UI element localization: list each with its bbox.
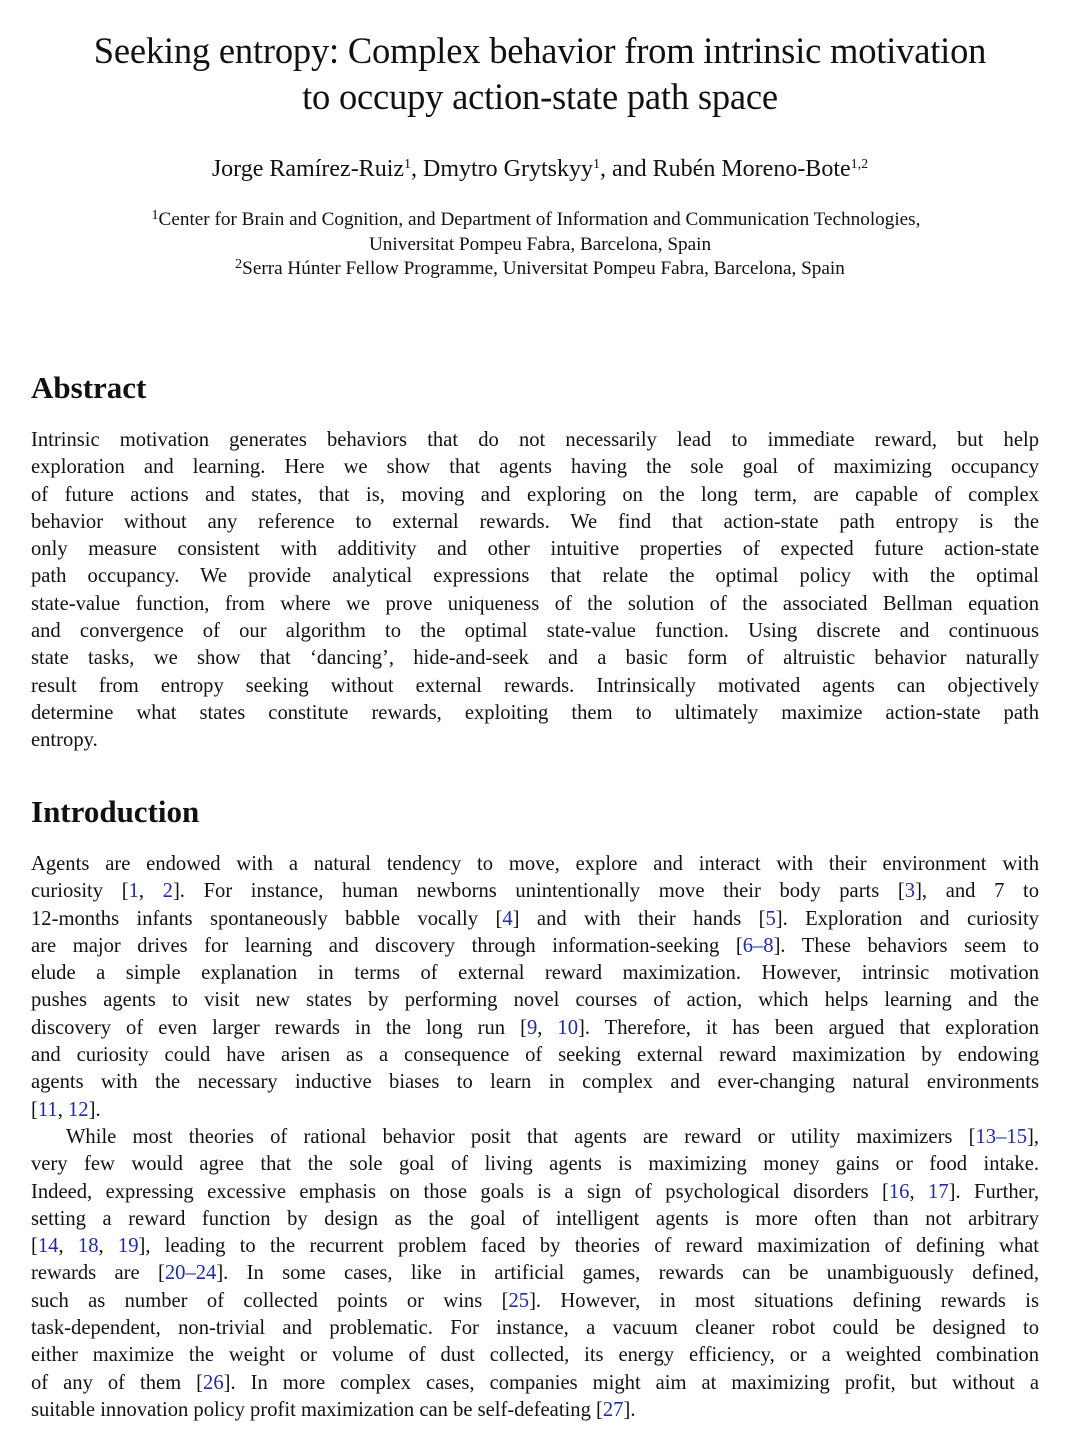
author-affiliation-mark: 1 [404, 157, 412, 172]
citation-link[interactable]: 4 [502, 907, 513, 930]
text-line: of any of them [26]. In more complex cases, companies might aim at maximizing profit, but without a [31, 1371, 1039, 1394]
paper-title [0, 28, 1080, 120]
text-line: of future actions and states, that is, moving and exploring on the long term, are capable of complex [31, 483, 1039, 506]
text-line: elude a simple explanation in terms of external reward maximization. However, intrinsic motivation [31, 962, 1039, 985]
text-line: and curiosity could have arisen as a consequence of seeking external reward maximization by endowing [31, 1044, 1039, 1067]
text-line: task-dependent, non-trivial and problematic. For instance, a vacuum cleaner robot could be designed to [31, 1317, 1039, 1340]
affiliation-mark: 2 [235, 257, 243, 272]
author-name: Dmytro Grytskyy [423, 156, 594, 182]
text-line: state-value function, from where we prove uniqueness of the solution of the associated Bellman equation [31, 592, 1039, 615]
citation-link[interactable]: 13–15 [975, 1126, 1027, 1148]
text-line: such as number of collected points or wins [25]. However, in most situations defining rewards is [31, 1289, 1039, 1312]
affiliation-1 [0, 208, 1080, 233]
text-line: very few would agree that the sole goal of living agents is maximizing money gains or food intake. [31, 1153, 1039, 1176]
author-list [0, 154, 1080, 184]
citation-link[interactable]: 11 [37, 1098, 58, 1121]
citation-link[interactable]: 9 [526, 1016, 538, 1039]
text-line: are major drives for learning and discovery through information-seeking [6–8]. These behaviors seem to [31, 934, 1039, 957]
text-line: 12-months infants spontaneously babble vocally [4] and with their hands [5]. Exploration and curiosity [31, 907, 1040, 930]
text-line: Agents are endowed with a natural tendency to move, explore and interact with their environment with [31, 853, 1039, 875]
author-name: Jorge Ramírez-Ruiz [211, 156, 405, 182]
author-name: Rubén Moreno-Bote [652, 156, 851, 182]
citation-link[interactable]: 3 [904, 880, 916, 903]
introduction-paragraph-1 [31, 851, 1039, 1124]
text-line: While most theories of rational behavior posit that agents are reward or utility maximizers [13–15], [66, 1126, 1039, 1148]
affiliation-2 [0, 257, 1080, 282]
title-line: to occupy action-state path space [302, 76, 778, 117]
citation-link[interactable]: 14 [37, 1235, 59, 1258]
author-separator: , [411, 156, 424, 182]
author-separator: , and [600, 156, 653, 182]
abstract-heading: Abstract [31, 370, 147, 405]
citation-link[interactable]: 6–8 [742, 934, 774, 957]
citation-link[interactable]: 12 [68, 1098, 89, 1121]
citation-link[interactable]: 16 [888, 1180, 910, 1203]
text-line: determine what states constitute rewards, exploiting them to ultimately maximize action-state path [31, 701, 1039, 724]
text-line: either maximize the weight or volume of dust collected, its energy efficiency, or a weighted combination [31, 1344, 1039, 1367]
affiliation-text: Center for Brain and Cognition, and Department of Information and Communication Technologies, [158, 209, 921, 230]
text-line: Indeed, expressing excessive emphasis on those goals is a sign of psychological disorders [16, 17]. Further, [31, 1180, 1039, 1203]
citation-link[interactable]: 5 [765, 907, 776, 930]
citation-link[interactable]: 20–24 [164, 1262, 217, 1285]
citation-link[interactable]: 27 [602, 1398, 624, 1421]
text-line: and convergence of our algorithm to the optimal state-value function. Using discrete and continuous [31, 620, 1039, 643]
introduction-heading: Introduction [31, 794, 200, 829]
text-line: agents with the necessary inductive biases to learn in complex and ever-changing natural environments [31, 1071, 1039, 1094]
citation-link[interactable]: 17 [928, 1180, 949, 1203]
text-line: discovery of even larger rewards in the long run [9, 10]. Therefore, it has been argued that exploration [31, 1016, 1039, 1039]
text-line: entropy. [31, 729, 98, 752]
text-line: suitable innovation policy profit maximization can be self-defeating [27]. [31, 1398, 636, 1421]
text-line: only measure consistent with additivity and other intuitive properties of expected future action-state [31, 538, 1039, 561]
text-line: curiosity [1, 2]. For instance, human newborns unintentionally move their body parts [3], and 7 to [31, 880, 1040, 903]
text-line: path occupancy. We provide analytical expressions that relate the optimal policy with the optimal [31, 565, 1039, 588]
abstract-body [31, 427, 1039, 755]
affiliation-mark: 1 [151, 208, 159, 223]
citation-link[interactable]: 10 [557, 1016, 578, 1039]
title-line: Seeking entropy: Complex behavior from intrinsic motivation [93, 30, 987, 71]
text-line: result from entropy seeking without external rewards. Intrinsically motivated agents can objectively [31, 674, 1039, 697]
text-line: state tasks, we show that ‘dancing’, hide-and-seek and a basic form of altruistic behavior naturally [31, 647, 1039, 670]
text-line: rewards are [20–24]. In some cases, like in artificial games, rewards can be unambiguously defined, [31, 1262, 1039, 1285]
citation-link[interactable]: 18 [77, 1235, 99, 1258]
affiliations [0, 208, 1080, 282]
affiliation-1-continued: Universitat Pompeu Fabra, Barcelona, Spain [368, 233, 712, 255]
text-line: [14, 18, 19], leading to the recurrent problem faced by theories of reward maximization of defining what [31, 1235, 1039, 1258]
text-line: setting a reward function by design as the goal of intelligent agents is more often than not arbitrary [31, 1207, 1039, 1230]
author-affiliation-mark: 1 [593, 157, 601, 172]
text-line: pushes agents to visit new states by performing novel courses of action, which helps learning and the [31, 989, 1039, 1012]
text-line: Intrinsic motivation generates behaviors that do not necessarily lead to immediate reward, but help [31, 429, 1039, 451]
introduction-paragraph-2 [31, 1124, 1039, 1424]
text-line: behavior without any reference to external rewards. We find that action-state path entropy is the [31, 510, 1039, 533]
citation-link[interactable]: 25 [508, 1289, 530, 1312]
citation-link[interactable]: 26 [203, 1371, 224, 1394]
text-line: [11, 12]. [31, 1098, 101, 1121]
citation-link[interactable]: 19 [117, 1235, 139, 1258]
author-affiliation-mark: 1,2 [850, 157, 869, 172]
affiliation-text: Serra Húnter Fellow Programme, Universitat Pompeu Fabra, Barcelona, Spain [242, 258, 845, 279]
text-line: exploration and learning. Here we show that agents having the sole goal of maximizing occupancy [31, 456, 1039, 479]
citation-link[interactable]: 1 [128, 880, 139, 903]
citation-link[interactable]: 2 [162, 880, 173, 903]
